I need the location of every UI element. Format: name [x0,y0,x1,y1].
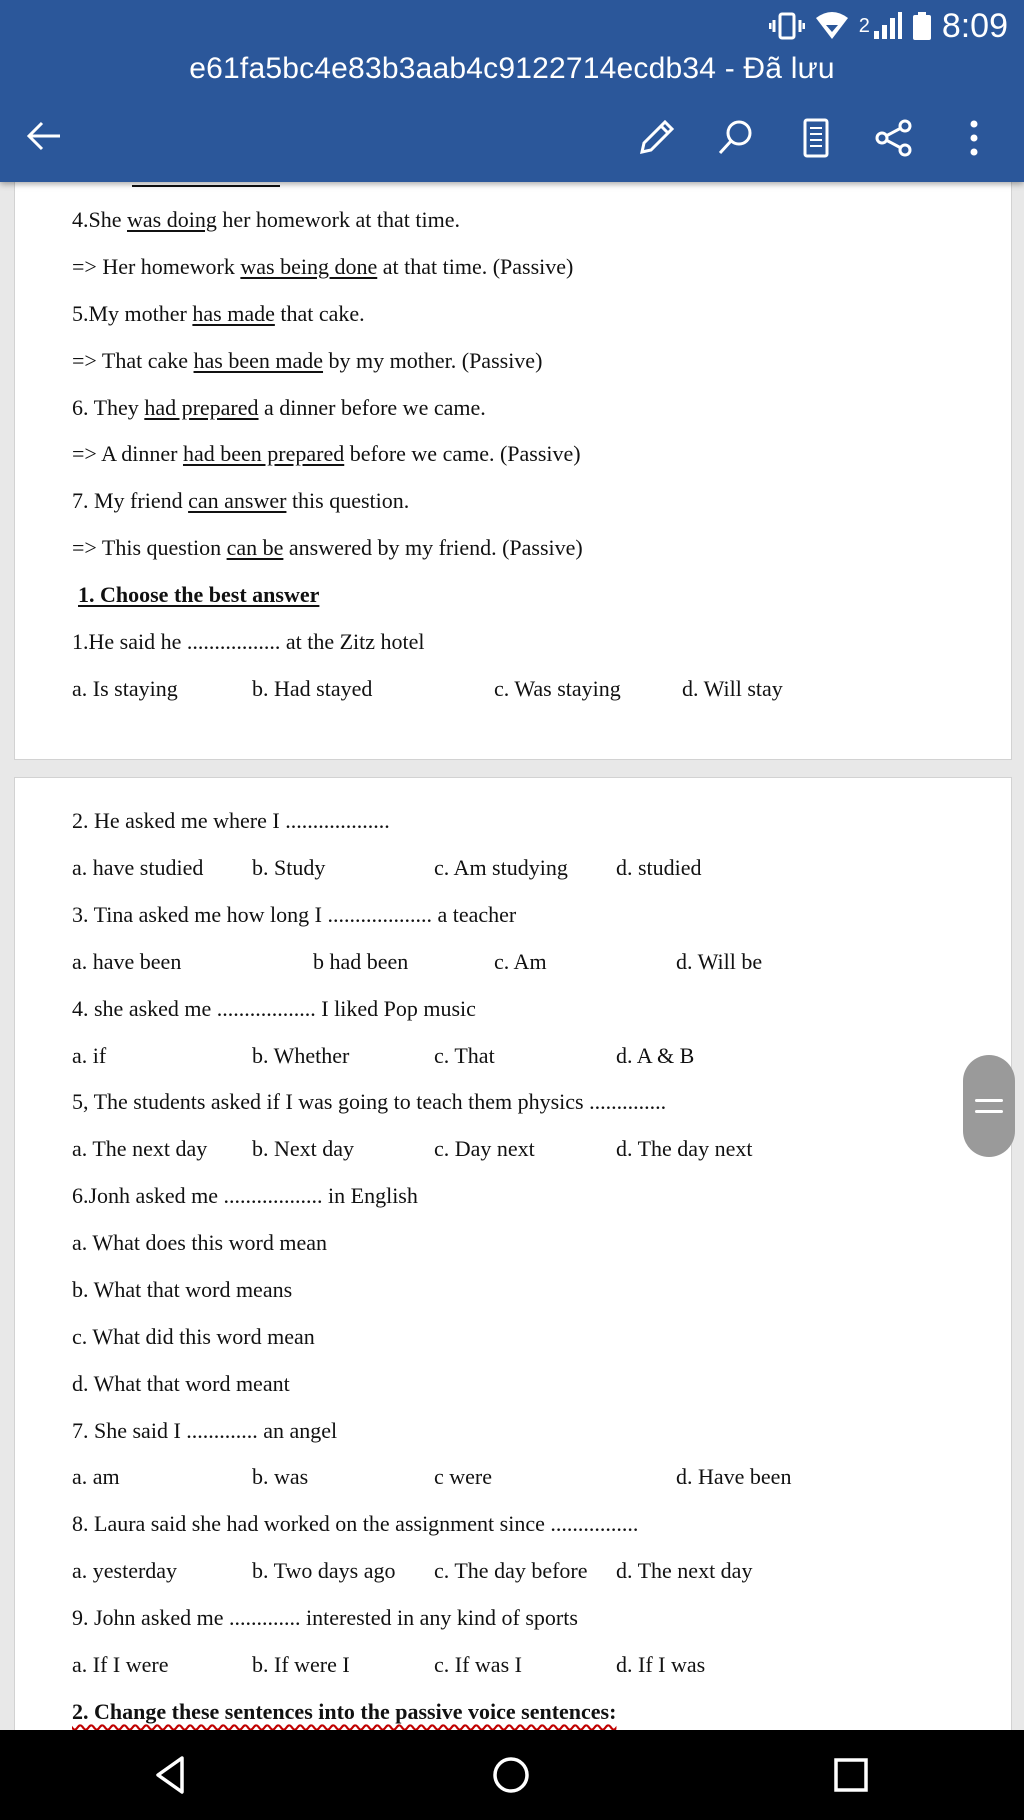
option-a: a. The next day [72,1136,208,1161]
document-page-2 [14,777,1012,1739]
underlined-verb: has made [192,301,275,326]
battery-icon [912,11,932,41]
option-d: d. Will stay [682,676,783,701]
underlined-verb: can answer [188,488,287,513]
option-a: a. yesterday [72,1558,178,1583]
sentence-text: by my mother. (Passive) [323,348,543,373]
option-d: d. Will be [676,949,763,974]
sentence-text: at that time. (Passive) [377,254,574,279]
question-3: 3. Tina asked me how long I ................... a teacher [72,902,517,927]
question-6: 6.Jonh asked me .................. in English [72,1183,418,1208]
sentence-text: 7. My friend [72,488,189,513]
more-options-button[interactable] [952,116,996,160]
option-d: d. studied [616,855,702,880]
share-button[interactable] [872,116,916,160]
underlined-verb: had been prepared [182,441,345,466]
option-c: c. Was staying [494,676,621,701]
example-sentence [72,301,365,327]
question-7: 7. She said I ............. an angel [72,1418,338,1443]
underlined-verb: can be [226,535,284,560]
back-button[interactable] [24,116,64,156]
sentence-text: => That cake [72,348,194,373]
option-c: c were [434,1464,493,1489]
sentence-text: 5.My mother [72,301,193,326]
more-vertical-icon [952,116,996,160]
sentence-text: answered by my friend. (Passive) [283,535,583,560]
document-title: e61fa5bc4e83b3aab4c9122714ecdb34 - Đã lưu [189,52,835,85]
sim-number: 2 [858,14,870,37]
option-a: a. if [72,1043,107,1068]
section-heading: 1. Choose the best answer [78,582,320,607]
wifi-icon [815,11,849,41]
sentence-text: before we came. (Passive) [344,441,581,466]
question-4: 4. she asked me .................. I liked Pop music [72,996,476,1021]
option-d: d. The day next [616,1136,753,1161]
underlined-verb: had prepared [144,395,259,420]
option-a: a. have been [72,949,182,974]
passive-sentence [72,254,573,280]
option-c: c. What did this word mean [72,1324,315,1349]
example-sentence [72,207,460,233]
navigation-bar [0,1730,1024,1820]
option-b: b. was [252,1464,309,1489]
question-2: 2. He asked me where I ................... [72,808,390,833]
option-b: b. Study [252,855,326,880]
underlined-verb: was doing [127,207,217,232]
square-recents-icon [828,1752,874,1798]
option-c: c. Am [494,949,547,974]
passive-sentence [72,535,583,561]
underlined-verb: was being done [240,254,378,279]
option-c: c. The day before [434,1558,588,1583]
vibrate-icon [769,11,805,41]
option-c: c. Day next [434,1136,535,1161]
mobile-view-icon [794,116,838,160]
nav-back-button[interactable] [148,1752,194,1798]
option-d: d. What that word meant [72,1371,290,1396]
option-a: a. If I were [72,1652,169,1677]
option-b: b had been [313,949,409,974]
option-b: b. Whether [252,1043,350,1068]
search-icon [714,116,758,160]
passive-sentence [72,441,581,467]
option-d: d. A & B [616,1043,695,1068]
question-8: 8. Laura said she had worked on the assignment since ................ [72,1511,639,1536]
example-sentence [72,395,486,421]
option-b: b. If were I [252,1652,350,1677]
option-d: d. The next day [616,1558,753,1583]
sentence-text: => Her homework [72,254,241,279]
option-b: b. Next day [252,1136,355,1161]
option-d: d. Have been [676,1464,792,1489]
option-a: a. have studied [72,855,204,880]
example-sentence [72,488,409,514]
edit-button[interactable] [634,116,678,160]
sentence-text: => This question [72,535,227,560]
option-a: a. What does this word mean [72,1230,327,1255]
sentence-text: => A dinner [72,441,183,466]
option-b: b. Had stayed [252,676,373,701]
question-9: 9. John asked me ............. interested in any kind of sports [72,1605,578,1630]
option-b: b. What that word means [72,1277,293,1302]
option-a: a. Is staying [72,676,178,701]
option-c: c. Am studying [434,855,568,880]
passive-sentence [72,348,542,374]
nav-home-button[interactable] [488,1752,534,1798]
option-b: b. Two days ago [252,1558,396,1583]
option-a: a. am [72,1464,120,1489]
scroll-thumb[interactable] [963,1055,1015,1157]
share-icon [872,116,916,160]
app-bar [0,0,1024,182]
sentence-text: 4.She [72,207,127,232]
underlined-verb: has been made [193,348,324,373]
circle-home-icon [488,1752,534,1798]
pencil-icon [634,116,678,160]
question-1: 1.He said he ................. at the Zitz hotel [72,629,425,654]
sentence-text: her homework at that time. [216,207,460,232]
document-page-1 [14,150,1012,760]
option-d: d. If I was [616,1652,706,1677]
option-c: c. That [434,1043,495,1068]
status-bar [769,6,1008,46]
question-5: 5, The students asked if I was going to teach them physics .............. [72,1089,667,1114]
sentence-text: that cake. [274,301,365,326]
nav-recents-button[interactable] [828,1752,874,1798]
sentence-text: a dinner before we came. [258,395,486,420]
section-heading: 2. Change these sentences into the passive voice sentences: [72,1699,617,1724]
triangle-back-icon [148,1752,194,1798]
search-button[interactable] [714,116,758,160]
status-time: 8:09 [941,6,1008,45]
back-arrow-icon [24,116,64,156]
reading-view-button[interactable] [794,116,838,160]
signal-icon [859,11,902,41]
option-c: c. If was I [434,1652,522,1677]
sentence-text: 6. They [72,395,145,420]
sentence-text: this question. [286,488,410,513]
